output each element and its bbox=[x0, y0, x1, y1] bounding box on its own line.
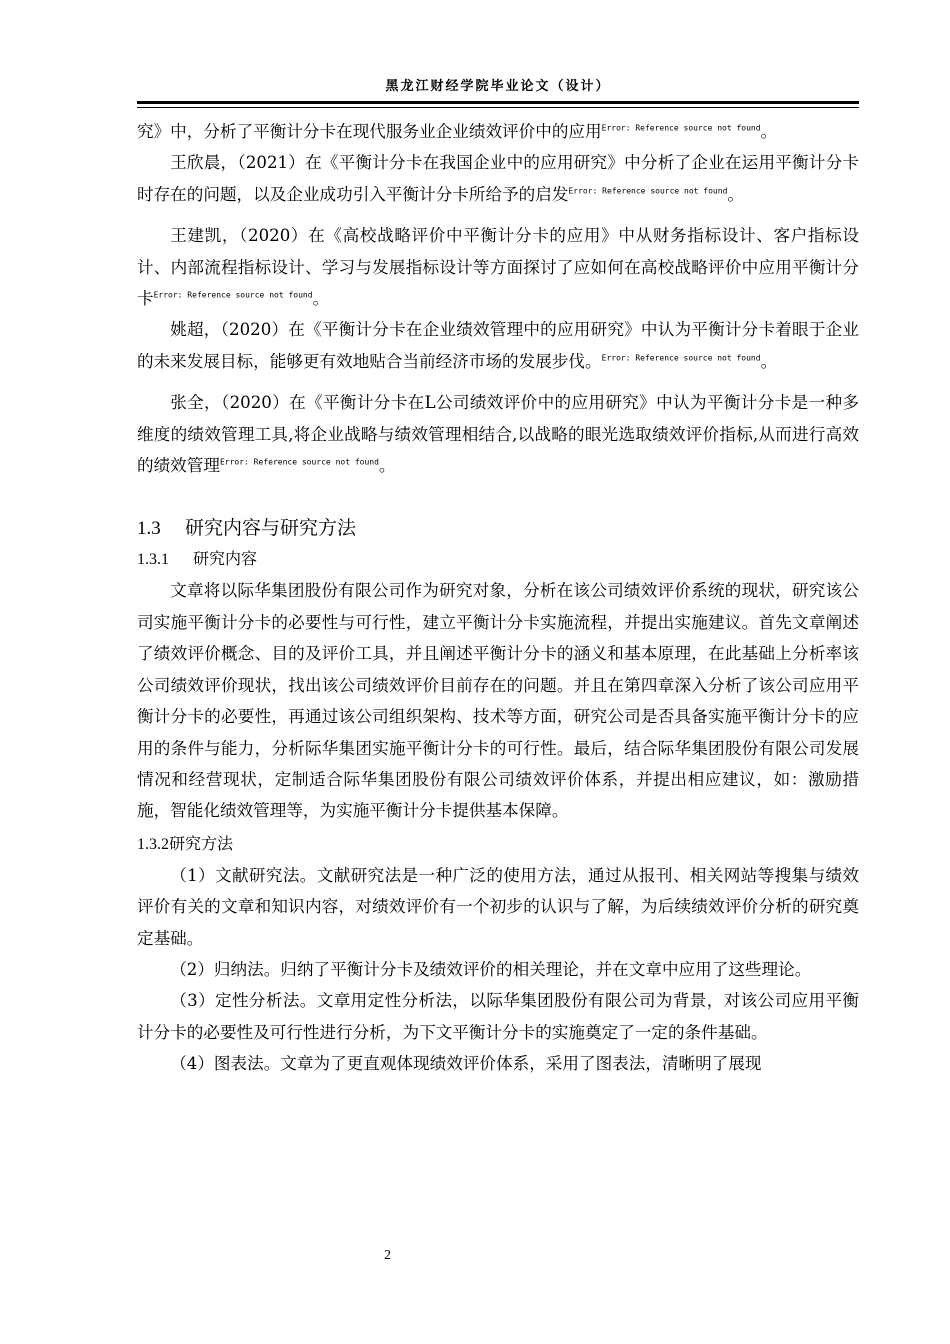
page-number: 2 bbox=[384, 1248, 391, 1263]
reference-error: Error: Reference source not found bbox=[601, 123, 761, 133]
paragraph-wang-xinchen bbox=[137, 147, 859, 210]
paragraph-tail: 。 bbox=[378, 456, 396, 476]
subsection-heading-methods bbox=[137, 829, 859, 860]
subsection-number: 1.3.1 bbox=[137, 551, 169, 569]
paragraph-method-3: （3）定性分析法。文章用定性分析法，以际华集团股份有限公司为背景，对该公司应用平衡计分卡的必要性及可行性进行分析，为下文平衡计分卡的实施奠定了一定的条件基础。 bbox=[137, 991, 859, 1042]
paragraph-tail: 。 bbox=[760, 351, 778, 371]
section-title: 研究内容与研究方法 bbox=[185, 517, 357, 540]
paragraph-method-1: （1）文献研究法。文献研究法是一种广泛的使用方法，通过从报刊、相关网站等搜集与绩效评价有关的文章和知识内容，对绩效评价有一个初步的认识与了解，为后续绩效评价分析的研究奠定基础。 bbox=[137, 865, 859, 948]
reference-error: Error: Reference source not found bbox=[219, 457, 379, 467]
paragraph-tail: 。 bbox=[312, 289, 330, 309]
reference-error: Error: Reference source not found bbox=[601, 353, 761, 363]
subsection-heading-content bbox=[137, 544, 859, 575]
subsection-title: 研究内容 bbox=[193, 549, 258, 569]
reference-error: Error: Reference source not found bbox=[568, 186, 728, 196]
paragraph-text: 王建凯，（2020）在《高校战略评价中平衡计分卡的应用》中从财务指标设计、客户指标设计、内部流程指标设计、学习与发展指标设计等方面探讨了应如何在高校战略评价中应用平衡计分卡 bbox=[137, 226, 859, 309]
paragraph-method-4: （4）图表法。文章为了更直观体现绩效评价体系，采用了图表法，清晰明了展现 bbox=[170, 1054, 762, 1074]
paragraph-text: 王欣晨，（2021）在《平衡计分卡在我国企业中的应用研究》中分析了企业在运用平衡计分卡时存在的问题，以及企业成功引入平衡计分卡所给予的启发 bbox=[137, 153, 859, 204]
paragraph-yao-chao bbox=[137, 314, 859, 377]
paragraph-research-content: 文章将以际华集团股份有限公司作为研究对象，分析在该公司绩效评价系统的现状，研究该公司实施平衡计分卡的必要性与可行性，建立平衡计分卡实施流程，并提出实施建议。首先文章阐述了绩效评价概念、目的及评价工具，并且阐述平衡计分卡的涵义和基本原理，在此基础上分析率该公司绩效评价现状，找出该公司绩效评价目前存在的问题。并且在第四章深入分析了该公司应用平衡计分卡的必要性，再通过该公司组织架构、技术等方面，研究公司是否具备实施平衡计分卡的应用的条件与能力，分析际华集团实施平衡计分卡的可行性。最后，结合际华集团股份有限公司发展情况和经营现状，定制适合际华集团股份有限公司绩效评价体系，并提出相应建议，如：激励措施，智能化绩效管理等，为实施平衡计分卡提供基本保障。 bbox=[137, 581, 859, 821]
paragraph-tail: 。 bbox=[727, 184, 744, 204]
paragraph-tail: 。 bbox=[760, 122, 778, 141]
paragraph-wang-jiankai bbox=[137, 220, 859, 314]
section-number: 1.3 bbox=[137, 518, 161, 540]
paragraph-continuation bbox=[137, 116, 859, 147]
page-body bbox=[137, 116, 859, 1080]
subsection-title: 研究方法 bbox=[169, 833, 234, 853]
subsection-number: 1.3.2 bbox=[137, 835, 169, 853]
reference-error: Error: Reference source not found bbox=[153, 290, 313, 300]
paragraph-text: 究》中，分析了平衡计分卡在现代服务业企业绩效评价中的应用 bbox=[137, 122, 602, 141]
paragraph-method-2: （2）归纳法。归纳了平衡计分卡及绩效评价的相关理论，并在文章中应用了这些理论。 bbox=[170, 959, 812, 979]
paragraph-zhang-quan bbox=[137, 387, 859, 481]
paragraph-text: 姚超，（2020）在《平衡计分卡在企业绩效管理中的应用研究》中认为平衡计分卡着眼于企业的未来发展目标，能够更有效地贴合当前经济市场的发展步伐。 bbox=[137, 320, 859, 371]
paragraph-text: 张全，（2020）在《平衡计分卡在L公司绩效评价中的应用研究》中认为平衡计分卡是一种多维度的绩效管理工具,将企业战略与绩效管理相结合,以战略的眼光选取绩效评价指标,从而进行高效的绩效管理 bbox=[137, 393, 859, 476]
page-header: 黑龙江财经学院毕业论文（设计） bbox=[137, 78, 859, 104]
section-heading bbox=[137, 513, 859, 544]
